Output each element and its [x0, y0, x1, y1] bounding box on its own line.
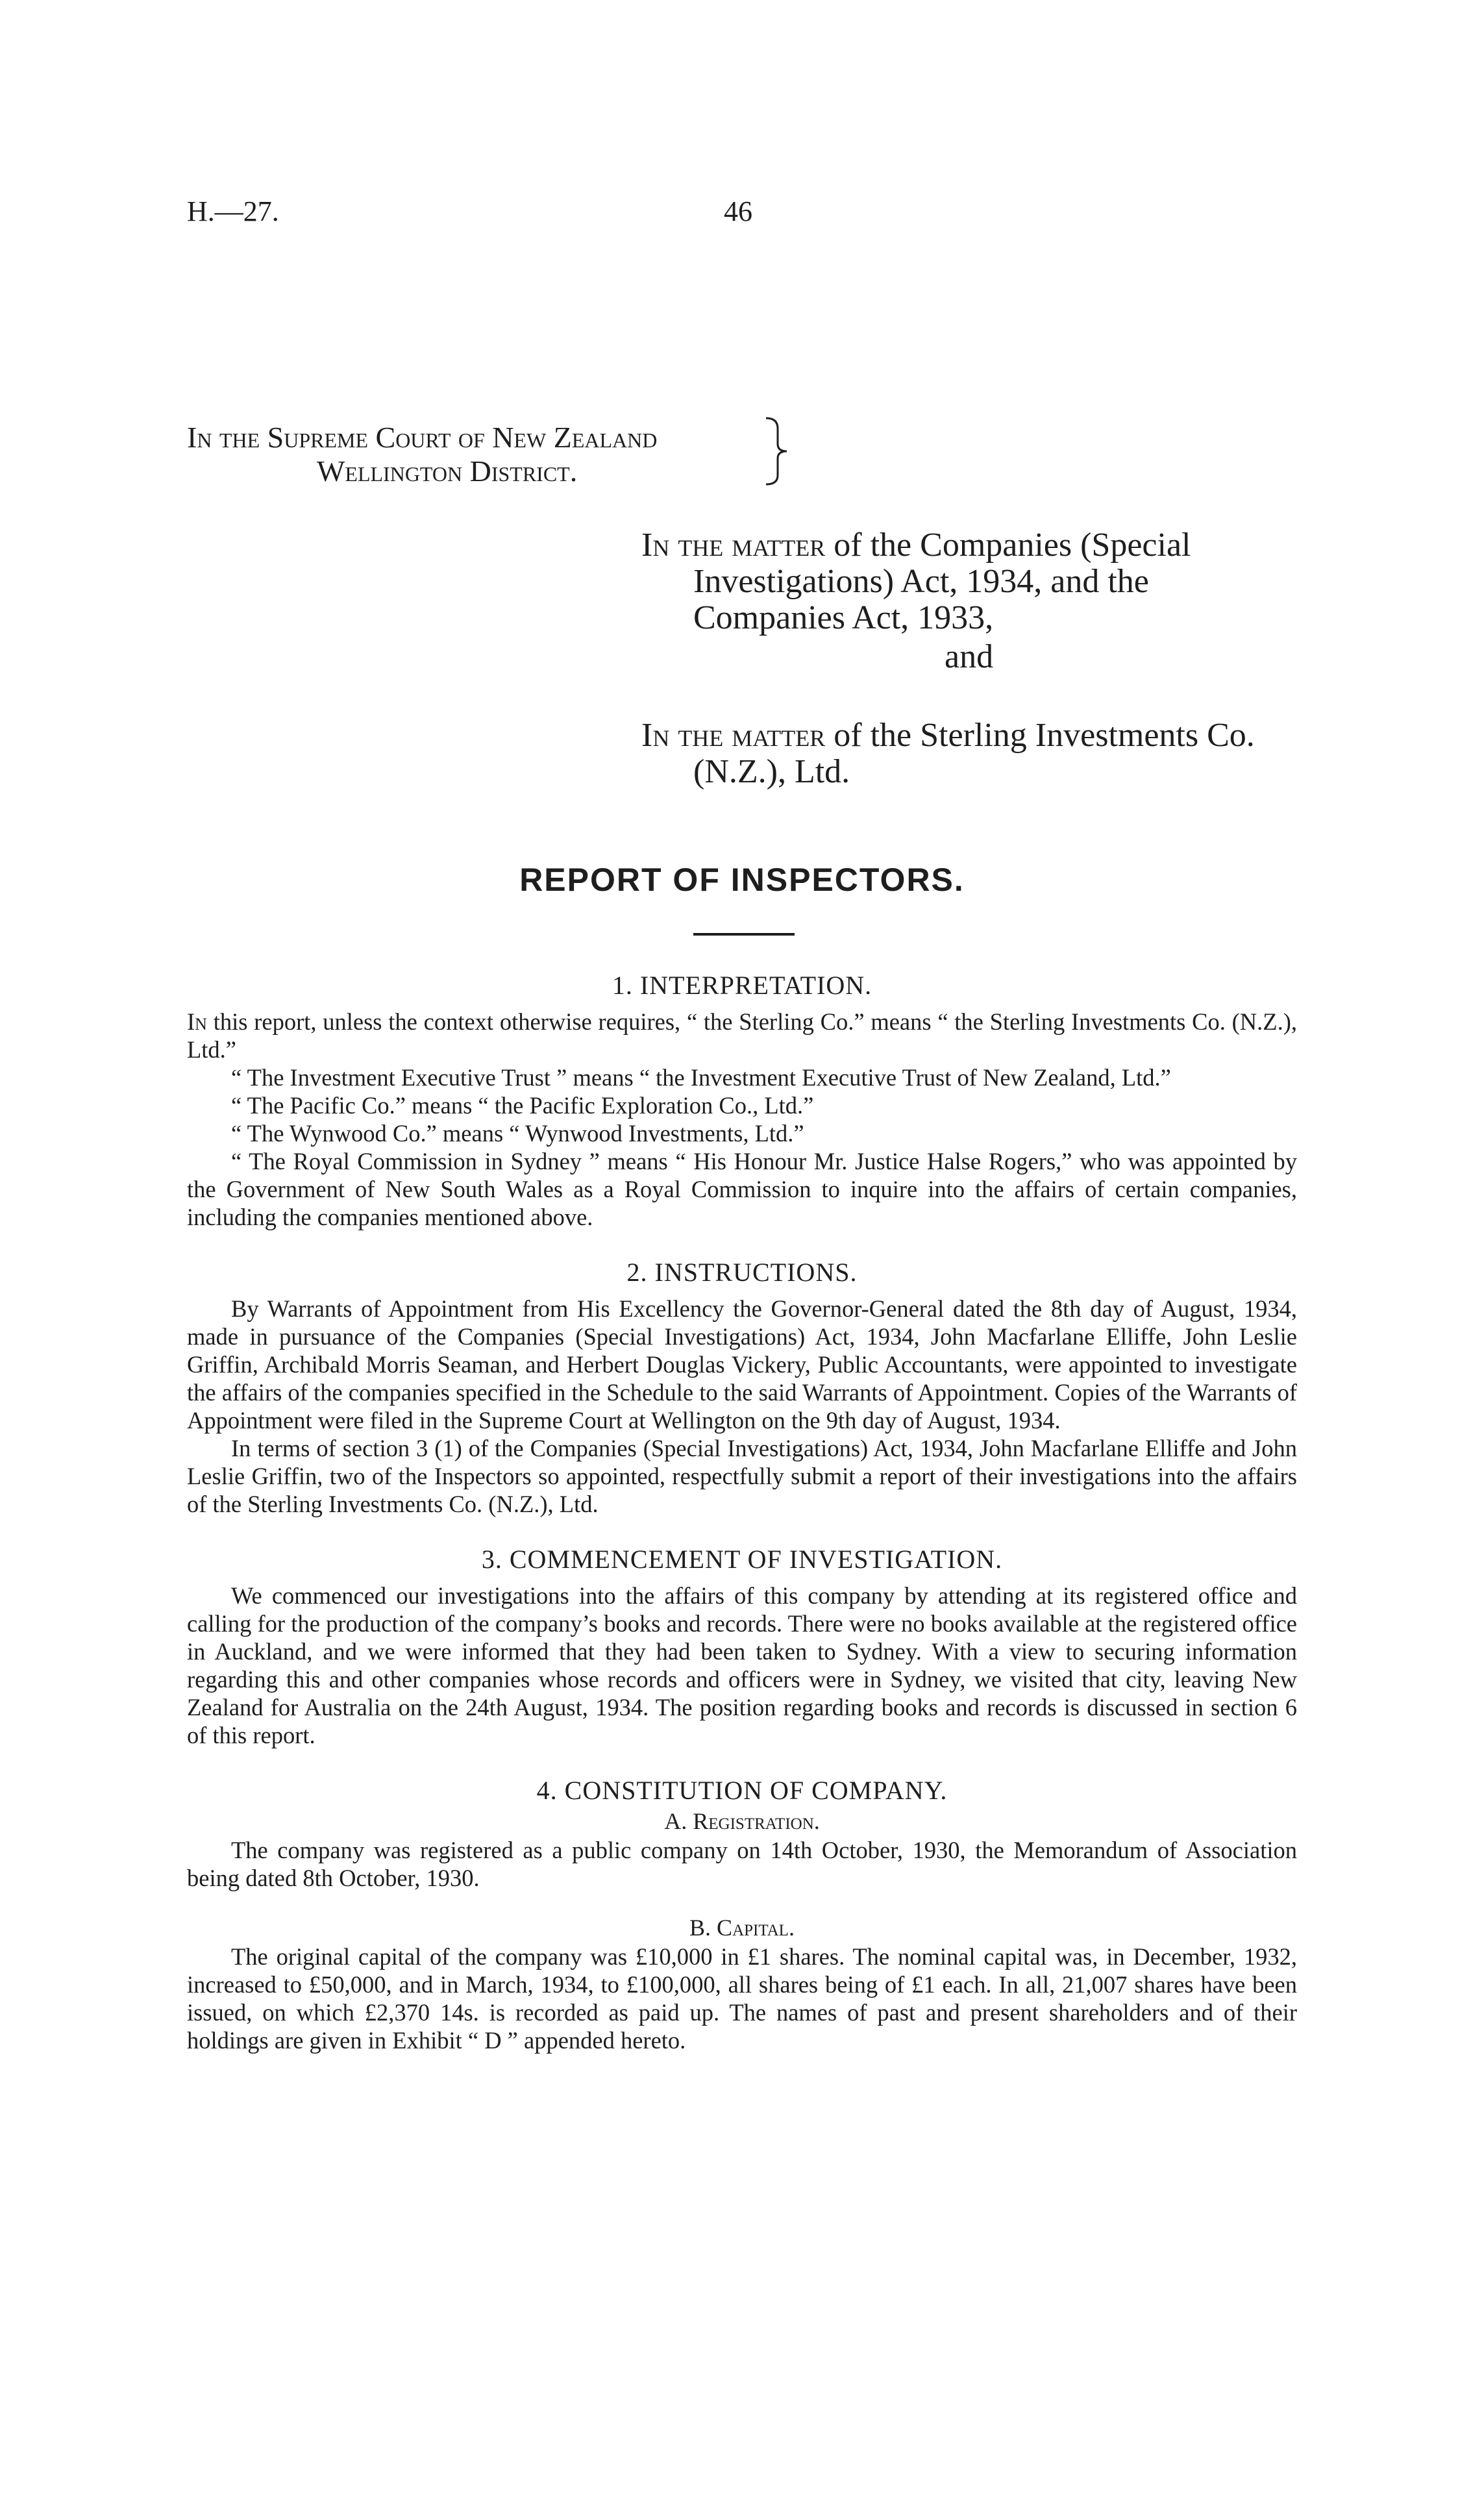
section-heading-interpretation: 1. INTERPRETATION.: [612, 971, 872, 1000]
curly-brace-icon: [763, 416, 789, 487]
page-number: 46: [724, 195, 752, 227]
interpretation-paragraph-5: “ The Royal Commission in Sydney ” means “ His Honour Mr. Justice Halse Rogers,” who was appointed by the Government of New South Wales as a Royal Commission to inquire into the affairs of certain companies, including the companies mentioned above.: [187, 1148, 1297, 1230]
interpretation-lead: In: [187, 1008, 207, 1035]
matter-conjunction: and: [945, 638, 994, 675]
registration-paragraph: The company was registered as a public company on 14th October, 1930, the Memorandum of Association being dated 8th October, 1930.: [187, 1837, 1297, 1891]
document-reference: H.—27.: [187, 195, 279, 227]
report-title: REPORT OF INSPECTORS.: [519, 862, 965, 898]
section-heading-commencement: 3. COMMENCEMENT OF INVESTIGATION.: [481, 1545, 1003, 1574]
title-rule: [693, 933, 795, 936]
interpretation-paragraph-1: [187, 1008, 1297, 1063]
instructions-paragraph-2: In terms of section 3 (1) of the Companies (Special Investigations) Act, 1934, John Macfarlane Elliffe and John Leslie Griffin, two of the Inspectors so appointed, respectfully submit a report of their investigations into the affairs of the Sterling Investments Co. (N.Z.), Ltd.: [187, 1435, 1297, 1517]
court-caption: [187, 421, 657, 488]
interpretation-paragraph-4: “ The Wynwood Co.” means “ Wynwood Investments, Ltd.”: [231, 1120, 804, 1147]
commencement-paragraph-1: We commenced our investigations into the affairs of this company by attending at its registered office and calling for the production of the company’s books and records. There were no books available at the registered office in Auckland, and we were informed that they had been taken to Sydney. With a view to securing information regarding this and other companies whose records and officers were in Sydney, we visited that city, leaving New Zealand for Australia on the 24th August, 1934. The position regarding books and records is discussed in section 6 of this report.: [187, 1582, 1297, 1748]
interpretation-paragraph-2: “ The Investment Executive Trust ” means “ the Investment Executive Trust of New Zealand, Ltd.”: [231, 1064, 1171, 1091]
instructions-paragraph-1: By Warrants of Appointment from His Excellency the Governor-General dated the 8th day of August, 1934, made in pursuance of the Companies (Special Investigations) Act, 1934, John Macfarlane Elliffe, John Leslie Griffin, Archibald Morris Seaman, and Herbert Douglas Vickery, Public Accountants, were appointed to investigate the affairs of the companies specified in the Schedule to the said Warrants of Appointment. Copies of the Warrants of Appointment were filed in the Supreme Court at Wellington on the 9th day of August, 1934.: [187, 1295, 1297, 1434]
report-body: [187, 970, 1297, 2054]
matter-lead-1: In the matter: [641, 527, 826, 564]
section-heading-instructions: 2. INSTRUCTIONS.: [626, 1258, 858, 1287]
court-line-1: In the Supreme Court of New Zealand: [187, 421, 658, 454]
subheading-capital: B. Capital.: [689, 1915, 795, 1941]
interpretation-paragraph-3: “ The Pacific Co.” means “ the Pacific Exploration Co., Ltd.”: [231, 1092, 814, 1119]
matter-text-2: of the Sterling Investments Co. (N.Z.), Ltd.: [693, 717, 1255, 790]
subheading-registration: A. Registration.: [664, 1808, 820, 1834]
matter-text-1: of the Companies (Special Investigations) Act, 1934, and the Companies Act, 1933,: [693, 527, 1191, 636]
matter-clause-1: [641, 527, 1304, 636]
court-line-2: Wellington District.: [317, 454, 578, 488]
capital-paragraph: The original capital of the company was £10,000 in £1 shares. The nominal capital was, in December, 1932, increased to £50,000, and in March, 1934, to £100,000, all shares being of £1 each. In all, 21,007 shares have been issued, on which £2,370 14s. is recorded as paid up. The names of past and present shareholders and of their holdings are given in Exhibit “ D ” appended hereto.: [187, 1943, 1297, 2054]
matter-clause-2: [641, 717, 1304, 790]
interpretation-text-1: this report, unless the context otherwise requires, “ the Sterling Co.” means “ the Sterling Investments Co. (N.Z.), Ltd.”: [187, 1008, 1297, 1063]
section-heading-constitution: 4. CONSTITUTION OF COMPANY.: [536, 1776, 948, 1805]
matter-lead-2: In the matter: [641, 717, 826, 754]
